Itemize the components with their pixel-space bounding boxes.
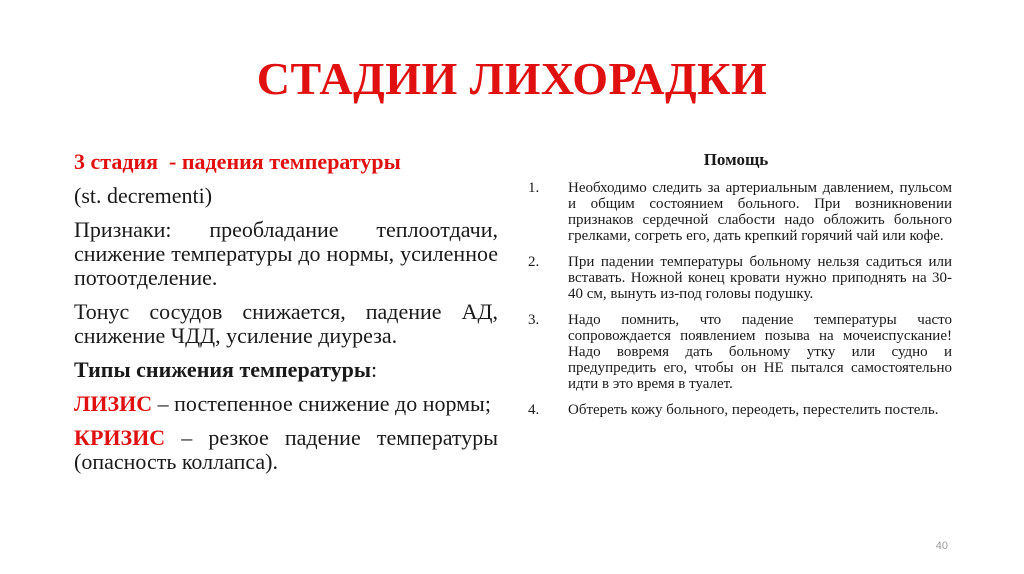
types-heading bbox=[74, 358, 498, 382]
list-item-text: При падении температуры больному нельзя садиться или вставать. Ножной конец кровати нужно приподнять на 30-40 см, вынуть из-под головы подушку. bbox=[568, 254, 952, 302]
list-item bbox=[520, 402, 952, 418]
list-item bbox=[520, 254, 952, 302]
list-item-text: Обтереть кожу больного, переодеть, перестелить постель. bbox=[568, 402, 939, 418]
crisis-text: – резкое падение температуры (опасность коллапса). bbox=[74, 425, 498, 474]
signs-paragraph: Признаки: преобладание теплоотдачи, снижение температуры до нормы, усиленное потоотделение. bbox=[74, 217, 498, 290]
latin-name: (st. decrementi) bbox=[74, 183, 213, 208]
lysis-paragraph bbox=[74, 392, 498, 416]
crisis-paragraph bbox=[74, 426, 498, 474]
crisis-term: КРИЗИС bbox=[74, 425, 166, 450]
lysis-term: ЛИЗИС bbox=[74, 391, 153, 416]
list-item-number: 3. bbox=[528, 312, 540, 328]
slide-title: СТАДИИ ЛИХОРАДКИ bbox=[256, 53, 768, 104]
left-column bbox=[74, 150, 498, 484]
list-item-number: 4. bbox=[528, 402, 540, 418]
list-item bbox=[520, 180, 952, 244]
list-item-number: 1. bbox=[528, 180, 540, 196]
list-item bbox=[520, 312, 952, 392]
stage-heading: 3 стадия - падения температуры bbox=[74, 149, 401, 174]
list-item-number: 2. bbox=[528, 254, 540, 270]
lysis-text: – постепенное снижение до нормы; bbox=[152, 391, 491, 416]
list-item-text: Необходимо следить за артериальным давлением, пульсом и общим состоянием больного. При возникновении признаков сердечной слабости надо обложить больного грелками, согреть его, дать крепкий горячий чай или кофе. bbox=[568, 180, 952, 244]
help-column bbox=[520, 152, 952, 428]
types-label: Типы снижения температуры bbox=[74, 357, 372, 382]
list-item-text: Надо помнить, что падение температуры часто сопровождается появлением позыва на мочеиспускание! Надо вовремя дать больному утку или судно и предупредить его, чтобы он НЕ пытался самостоятельно идти в это время в туалет. bbox=[568, 312, 952, 392]
page-number: 40 bbox=[935, 540, 948, 552]
types-colon: : bbox=[371, 357, 378, 382]
tonus-paragraph: Тонус сосудов снижается, падение АД, снижение ЧДД, усиление диуреза. bbox=[74, 299, 498, 348]
help-heading: Помощь bbox=[703, 150, 769, 169]
help-list bbox=[520, 180, 952, 418]
